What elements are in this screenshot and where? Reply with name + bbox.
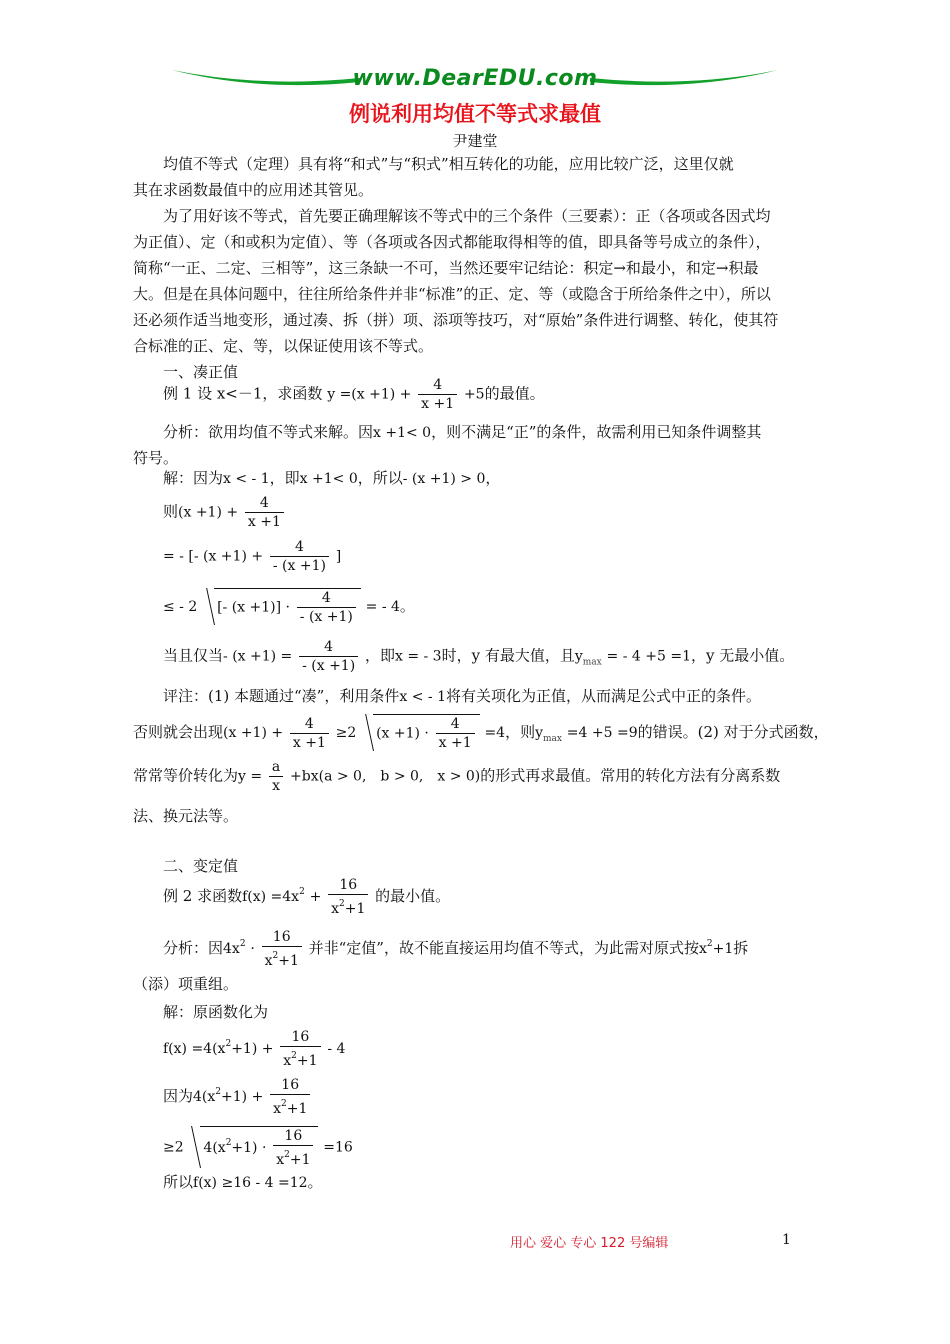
page-number: 1 <box>782 1232 791 1248</box>
remark-line-2: 否则就会出现(x +1) + $\frac{4}{x +1}$ ≥2 (x +1) · $\frac{4}{x +1}$ =4，则$y_{max} =4 +5 =9$的错误。(2) 对于分式函数， <box>133 715 829 751</box>
solution-2: 解：原函数化为 <box>163 1003 269 1021</box>
analysis-1: 分析：欲用均值不等式来解。因x +1< 0，则不满足“正”的条件，故需利用已知条件调整其 <box>163 423 762 441</box>
step-1: 则(x +1) + $\frac{4}{x +1}$ <box>163 494 286 531</box>
paragraph-line: 均值不等式（定理）具有将“和式”与“积式”相互转化的功能，应用比较广泛，这里仅就 <box>163 155 734 173</box>
analysis-1-cont: 符号。 <box>133 449 179 467</box>
remark-line-1: 评注：(1) 本题通过“凑”，利用条件x < - 1将有关项化为正值，从而满足公式中正的条件。 <box>163 687 761 705</box>
analysis-2: 分析：因$4x^2$ · $\frac{16}{x^2+1}$ 并非“定值”，故不能直接运用均值不等式，为此需对原式按$x^2+1$拆 <box>163 929 749 969</box>
remark-line-4: 法、换元法等。 <box>133 807 239 825</box>
paragraph-line: 其在求函数最值中的应用述其管见。 <box>133 181 374 199</box>
inequality-line: ≥2 $4(x^2+1)$ · $\frac{16}{x^2+1}$ =16 <box>163 1128 353 1168</box>
page-footer: 用心 爱心 专心 122 号编辑 <box>510 1236 669 1251</box>
site-logo-text: www.DearEDU.com <box>352 66 598 91</box>
article-author: 尹建堂 <box>452 132 498 150</box>
analysis-2-cont: （添）项重组。 <box>133 975 239 993</box>
paragraph-line: 合标准的正、定、等，以保证使用该不等式。 <box>133 337 434 355</box>
section-heading: 一、凑正值 <box>163 363 239 381</box>
condition-1: 当且仅当- (x +1) = $\frac{4}{- (x +1)}$ ，即x = - 3时，y 有最大值，且$y_{max}$ = - 4 +5 =1，y 无最小值。 <box>163 639 795 674</box>
section-heading: 二、变定值 <box>163 857 239 875</box>
because-line: 因为$4(x^2+1)$ + $\frac{16}{x^2+1}$ <box>163 1076 312 1118</box>
solution-1: 解：因为x < - 1，即x +1< 0，所以- (x +1) > 0， <box>163 469 501 487</box>
paragraph-line: 为正值）、定（和或积为定值）、等（各项或各因式都能取得相等的值，即具备等号成立的条件）， <box>133 233 771 251</box>
example-2: 例 2 求函数$f(x) =4x^2$ + $\frac{16}{x^2+1}$ 的最小值。 <box>163 877 451 917</box>
step-3: ≤ - 2 [- (x +1)] · $\frac{4}{- (x +1)}$ = - 4。 <box>163 590 415 625</box>
result-line: 所以f(x) ≥16 - 4 =12。 <box>163 1173 323 1191</box>
paragraph-line: 简称“一正、二定、三相等”，这三条缺一不可，当然还要牢记结论：积定→和最小，和定→积最 <box>133 259 759 277</box>
function-rewrite: $f(x) =4(x^2+1)$ + $\frac{16}{x^2+1}$ - 4 <box>163 1029 346 1069</box>
header-logo <box>170 64 780 96</box>
paragraph-line: 为了用好该不等式，首先要正确理解该不等式中的三个条件（三要素）：正（各项或各因式均 <box>163 207 771 225</box>
example-1: 例 1 设 x<－1，求函数 y =(x +1) + $\frac{4}{x +1}$ +5的最值。 <box>163 377 545 412</box>
article-title: 例说利用均值不等式求最值 <box>349 102 601 126</box>
remark-line-3: 常常等价转化为y = $\frac{a}{x}$ +bx(a > 0, b > 0, x > 0)的形式再求最值。常用的转化方法有分离系数 <box>133 759 781 794</box>
step-2: = - [- (x +1) + $\frac{4}{- (x +1)}$ ] <box>163 539 342 574</box>
paragraph-line: 还必须作适当地变形，通过凑、拆（拼）项、添项等技巧，对“原始”条件进行调整、转化，使其符 <box>133 311 779 329</box>
paragraph-line: 大。但是在具体问题中，往往所给条件并非“标准”的正、定、等（或隐含于所给条件之中），所以 <box>133 285 771 303</box>
